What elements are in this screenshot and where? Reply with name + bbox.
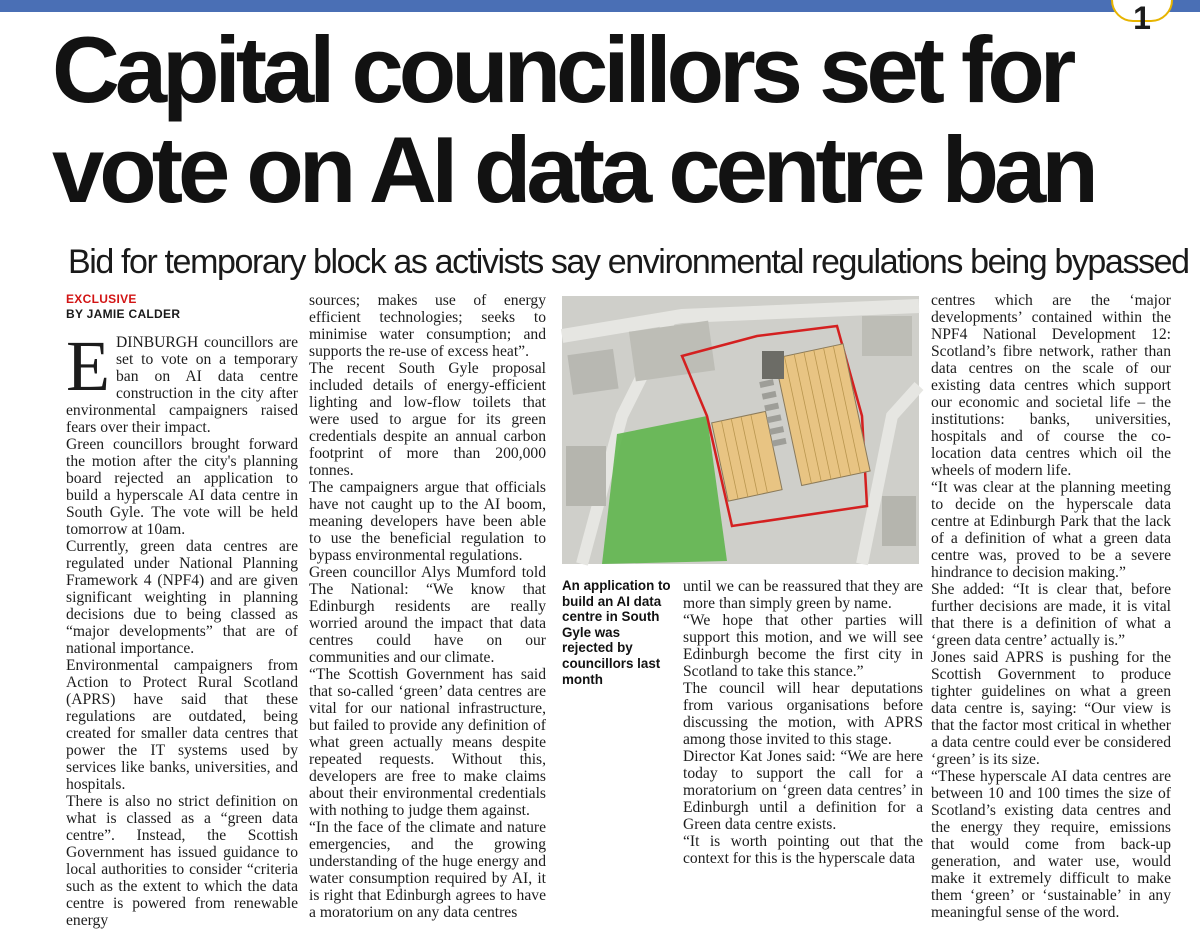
byline: BY JAMIE CALDER [66, 307, 181, 321]
drop-cap: E [66, 326, 110, 406]
headline-line-2: vote on AI data centre ban [52, 117, 1094, 222]
paragraph: “It was clear at the planning meeting to decide on the hyperscale data centre at Edinburgh Park that the lack of a definition of what a green data centre was, proved to be a severe hindrance to decision making.” [931, 479, 1171, 581]
paragraph: Jones said APRS is pushing for the Scottish Government to produce tighter guidelines on what a green data centre is, saying: “Our view is that the factor most critical in whether a data centre could ever be considered ‘green’ is its size. [931, 649, 1171, 768]
subheadline: Bid for temporary block as activists say environmental regulations being bypassed [68, 243, 1189, 281]
paragraph: Green councillor Alys Mumford told The National: “We know that Edinburgh residents are really worried around the impact that data centres could have on our communities and our climate. [309, 564, 546, 666]
article-column-4 [931, 292, 1171, 921]
lead-paragraph [66, 326, 298, 436]
photo-caption: An application to build an AI data centre in South Gyle was rejected by councillors last month [562, 578, 671, 687]
exclusive-tag: EXCLUSIVE [66, 292, 137, 306]
paragraph: She added: “It is clear that, before further decisions are made, it is vital that there is a definition of what a ‘green data centre’ actually is.” [931, 581, 1171, 649]
paragraph: “In the face of the climate and nature emergencies, and the growing understanding of the huge energy and water consumption required by AI, it is right that Edinburgh agrees to have a moratorium on any data centres [309, 819, 546, 921]
paragraph: Currently, green data centres are regulated under National Planning Framework 4 (NPF4) and are given significant weighting in planning decisions due to being classed as “major developments” that are of national importance. [66, 538, 298, 657]
article-column-2 [309, 292, 546, 921]
top-color-bar [0, 0, 1200, 12]
paragraph: The recent South Gyle proposal included details of energy-efficient lighting and low-flow toilets that were used to argue for its green credentials despite an annual carbon footprint of more than 200,000 tonnes. [309, 360, 546, 479]
paragraph: “We hope that other parties will support this motion, and we will see Edinburgh become the first city in Scotland to take this stance.” [683, 612, 923, 680]
paragraph: There is also no strict definition on what is classed as a “green data centre”. Instead, the Scottish Government has issued guidance to local authorities to consider “criteria such as the extent to which the data centre is powered from renewable energy [66, 793, 298, 929]
paragraph: Director Kat Jones said: “We are here today to support the call for a moratorium on ‘green data centres’ in Edinburgh until a definition for a Green data centre exists. [683, 748, 923, 833]
lead-text: DINBURGH councillors are set to vote on a temporary ban on AI data centre construction in the city after environmental campaigners raised fears over their impact. [66, 334, 298, 436]
page-number-badge [1111, 0, 1173, 36]
paragraph: centres which are the ‘major developments’ contained within the NPF4 National Development 12: Scotland’s fibre network, rather than data centres on the scale of our existing data centres which support our economic and societal life – the institutions: banks, universities, hospitals and of course the co-location data centres which oil the wheels of modern life. [931, 292, 1171, 479]
site-plan-photo [562, 296, 919, 564]
paragraph: The council will hear deputations from various organisations before discussing the motion, with APRS among those invited to this stage. [683, 680, 923, 748]
paragraph: “These hyperscale AI data centres are between 10 and 100 times the size of Scotland’s existing data centres and the energy they require, emissions that would come from back-up generation, and water use, would make it extremely difficult to make them ‘green’ or ‘sustainable’ in any meaningful sense of the word. [931, 768, 1171, 921]
paragraph: until we can be reassured that they are more than simply green by name. [683, 578, 923, 612]
paragraph: “The Scottish Government has said that so-called ‘green’ data centres are vital for our national infrastructure, but failed to provide any definition of what green actually means despite repeated requests. Without this, developers are free to make claims about their environmental credentials with nothing to judge them against. [309, 666, 546, 819]
article-column-1 [66, 292, 298, 929]
paragraph: “It is worth pointing out that the context for this is the hyperscale data [683, 833, 923, 867]
paragraph: Environmental campaigners from Action to Protect Rural Scotland (APRS) have said that these regulations are outdated, being created for smaller data centres that power the IT systems used by services like banks, universities, and hospitals. [66, 657, 298, 793]
site-plan-illustration [562, 296, 919, 564]
park-area [602, 416, 727, 564]
paragraph: Green councillors brought forward the motion after the city's planning board rejected an application to build a hyperscale AI data centre in South Gyle. The vote will be held tomorrow at 10am. [66, 436, 298, 538]
headline [52, 17, 1172, 222]
headline-line-1: Capital councillors set for [52, 17, 1072, 122]
article-column-3 [683, 578, 923, 867]
paragraph: The campaigners argue that officials have not caught up to the AI boom, meaning developers have been able to use the beneficial regulation to bypass environmental regulations. [309, 479, 546, 564]
page-number: 1 [1133, 0, 1151, 36]
paragraph: sources; makes use of energy efficient technologies; seeks to minimise water consumption; and supports the re-use of excess heat”. [309, 292, 546, 360]
